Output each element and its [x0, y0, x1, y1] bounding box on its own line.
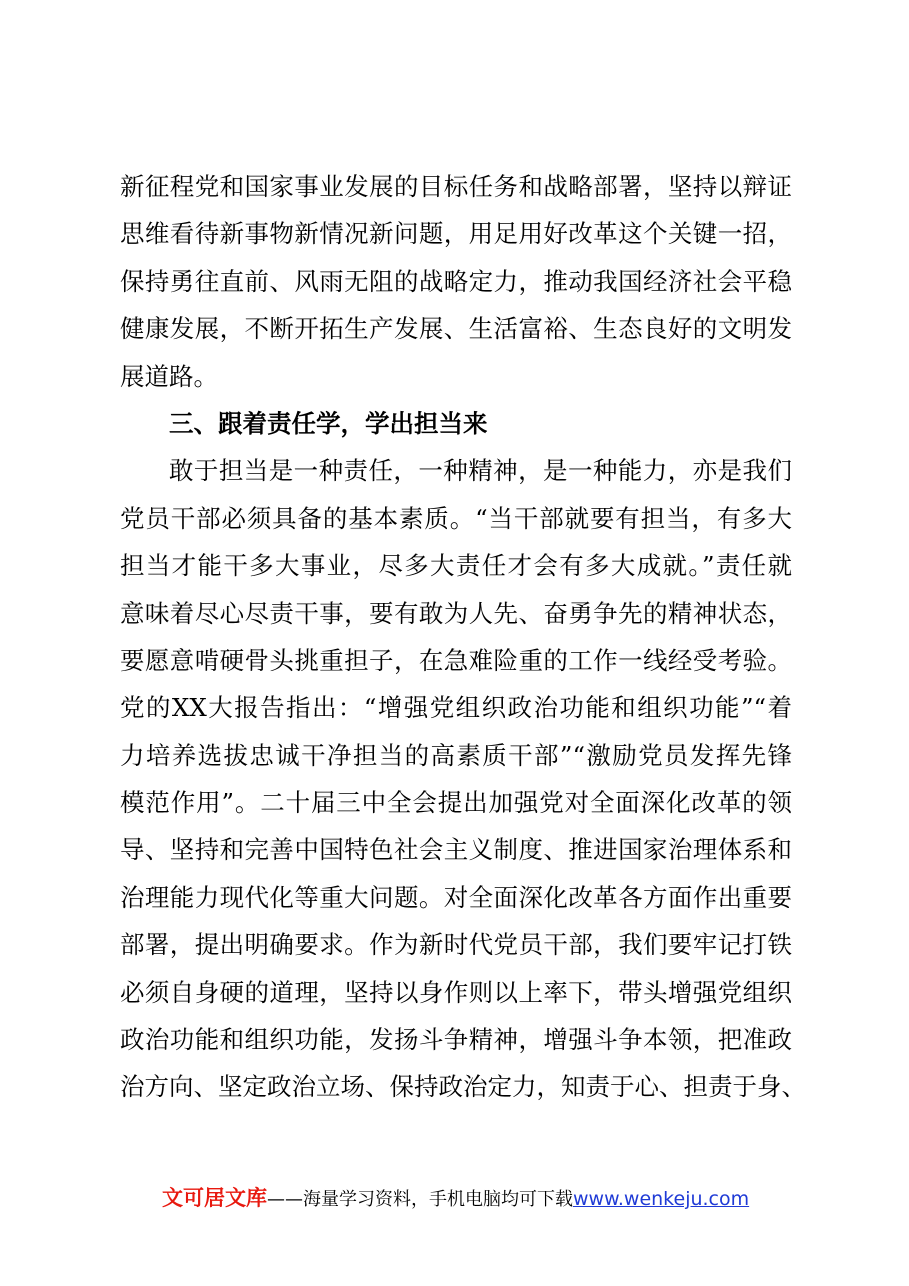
text-line: 展道路。 [120, 361, 218, 391]
text-line: 必须自身硬的道理，坚持以身作则以上率下，带头增强党组织 [120, 977, 792, 1007]
text-line: 党员干部必须具备的基本素质。“当干部就要有担当，有多大 [120, 503, 792, 533]
text-line: 力培养选拔忠诚干净担当的高素质干部”“激励党员发挥先锋 [120, 740, 792, 770]
text-line: 保持勇往直前、风雨无阻的战略定力，推动我国经济社会平稳 [120, 266, 792, 296]
text-line: 政治功能和组织功能，发扬斗争精神，增强斗争本领，把准政 [120, 1025, 792, 1055]
section-heading: 三、跟着责任学，学出担当来 [169, 408, 488, 438]
page-footer [162, 1183, 782, 1213]
text-line: 意味着尽心尽责干事，要有敢为人先、奋勇争先的精神状态， [120, 598, 792, 628]
text-line: 担当才能干多大事业，尽多大责任才会有多大成就。”责任就 [120, 551, 792, 581]
footer-brand: 文可居文库 [162, 1186, 267, 1210]
text-line: 治理能力现代化等重大问题。对全面深化改革各方面作出重要 [120, 882, 792, 912]
text-line: 健康发展，不断开拓生产发展、生活富裕、生态良好的文明发 [120, 314, 792, 344]
text-line: 治方向、坚定政治立场、保持政治定力，知责于心、担责于身、 [120, 1072, 806, 1102]
text-line: 要愿意啃硬骨头挑重担子，在急难险重的工作一线经受考验。 [120, 645, 792, 675]
text-line: 敢于担当是一种责任，一种精神，是一种能力，亦是我们 [169, 456, 792, 486]
text-line: 导、坚持和完善中国特色社会主义制度、推进国家治理体系和 [120, 835, 792, 865]
text-line: 部署，提出明确要求。作为新时代党员干部，我们要牢记打铁 [120, 930, 792, 960]
text-line: 思维看待新事物新情况新问题，用足用好改革这个关键一招， [120, 219, 792, 249]
footer-tagline: ——海量学习资料，手机电脑均可下载 [267, 1189, 573, 1210]
footer-website-link[interactable]: www.wenkeju.com [573, 1188, 750, 1210]
text-line: 模范作用”。二十届三中全会提出加强党对全面深化改革的领 [120, 788, 792, 818]
text-line: 党的XX大报告指出：“增强党组织政治功能和组织功能”“着 [120, 693, 792, 723]
text-line: 新征程党和国家事业发展的目标任务和战略部署，坚持以辩证 [120, 172, 792, 201]
document-body [120, 163, 806, 1111]
